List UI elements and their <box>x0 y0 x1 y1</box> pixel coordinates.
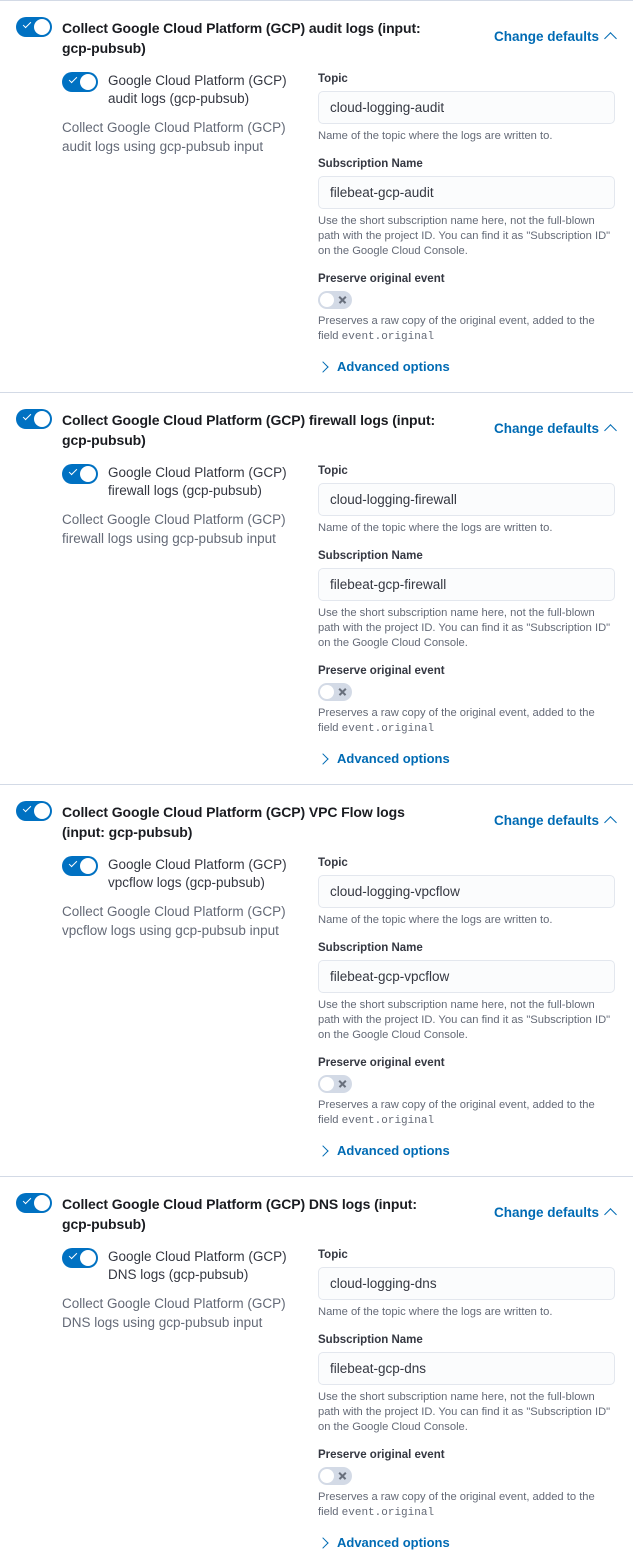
advanced-options-label: Advanced options <box>337 1535 450 1550</box>
advanced-options-button[interactable] <box>318 1535 615 1550</box>
stream-description: Collect Google Cloud Platform (GCP) firewall logs using gcp-pubsub input <box>62 512 286 546</box>
cross-icon <box>338 295 347 304</box>
subscription-name-label: Subscription Name <box>318 1334 423 1346</box>
stream-header <box>62 1248 300 1284</box>
preserve-original-event-label: Preserve original event <box>318 1449 445 1461</box>
topic-label: Topic <box>318 73 348 85</box>
preserve-original-event-label: Preserve original event <box>318 665 445 677</box>
stream-description: Collect Google Cloud Platform (GCP) vpcflow logs using gcp-pubsub input <box>62 904 286 938</box>
stream-enable-toggle[interactable] <box>62 72 98 92</box>
topic-input[interactable]: cloud-logging-dns <box>318 1267 615 1300</box>
preserve-help-field: event.original <box>341 331 435 343</box>
check-icon <box>23 20 31 28</box>
subscription-name-input[interactable]: filebeat-gcp-vpcflow <box>318 960 615 993</box>
preserve-original-event-row <box>318 1075 615 1093</box>
preserve-help-prefix: Preserves a raw copy of the original event, added to the field <box>318 1491 595 1518</box>
preserve-original-event-help-text <box>318 706 615 737</box>
integration-section-gcp-firewall <box>0 393 633 785</box>
cross-icon <box>338 1079 347 1088</box>
change-defaults-label: Change defaults <box>493 421 599 436</box>
toggle-knob <box>320 1469 334 1483</box>
chevron-right-icon <box>318 1145 328 1156</box>
stream-info-column <box>62 72 300 374</box>
preserve-original-event-row <box>318 683 615 701</box>
chevron-right-icon <box>318 1537 328 1548</box>
cross-icon <box>338 687 347 696</box>
change-defaults-label: Change defaults <box>493 813 599 828</box>
preserve-original-event-label: Preserve original event <box>318 273 445 285</box>
section-body <box>16 464 617 766</box>
advanced-options-label: Advanced options <box>337 1143 450 1158</box>
preserve-help-prefix: Preserves a raw copy of the original event, added to the field <box>318 707 595 734</box>
stream-header <box>62 72 300 108</box>
stream-title: Google Cloud Platform (GCP) DNS logs (gcp-pubsub) <box>108 1249 287 1282</box>
toggle-knob <box>34 803 50 819</box>
topic-help-text: Name of the topic where the logs are written to. <box>318 914 553 926</box>
topic-input[interactable]: cloud-logging-audit <box>318 91 615 124</box>
check-icon <box>23 412 31 420</box>
subscription-name-help-text: Use the short subscription name here, not the full-blown path with the project ID. You can find it as "Subscription ID" on the Google Cloud Console. <box>318 215 611 257</box>
subscription-name-input[interactable]: filebeat-gcp-dns <box>318 1352 615 1385</box>
topic-input[interactable]: cloud-logging-vpcflow <box>318 875 615 908</box>
preserve-help-prefix: Preserves a raw copy of the original event, added to the field <box>318 315 595 342</box>
section-title-wrap <box>16 1193 446 1234</box>
subscription-name-label: Subscription Name <box>318 942 423 954</box>
integration-section-gcp-audit <box>0 1 633 393</box>
section-header <box>16 1193 617 1234</box>
advanced-options-label: Advanced options <box>337 359 450 374</box>
preserve-original-event-toggle[interactable] <box>318 1467 352 1485</box>
toggle-knob <box>34 411 50 427</box>
toggle-knob <box>80 858 96 874</box>
check-icon <box>23 1196 31 1204</box>
subscription-name-help-text: Use the short subscription name here, not the full-blown path with the project ID. You can find it as "Subscription ID" on the Google Cloud Console. <box>318 999 611 1041</box>
topic-label: Topic <box>318 1249 348 1261</box>
section-enable-toggle[interactable] <box>16 1193 52 1213</box>
section-title-wrap <box>16 409 446 450</box>
toggle-knob <box>320 293 334 307</box>
preserve-original-event-row <box>318 291 615 309</box>
stream-header <box>62 464 300 500</box>
change-defaults-button[interactable] <box>494 1193 617 1220</box>
check-icon <box>69 467 77 475</box>
stream-title: Google Cloud Platform (GCP) firewall logs (gcp-pubsub) <box>108 465 287 498</box>
toggle-knob <box>320 685 334 699</box>
chevron-up-icon <box>606 815 617 826</box>
section-title-wrap <box>16 801 446 842</box>
stream-title: Google Cloud Platform (GCP) audit logs (gcp-pubsub) <box>108 73 287 106</box>
stream-fields-column <box>318 464 617 766</box>
stream-description: Collect Google Cloud Platform (GCP) audit logs using gcp-pubsub input <box>62 120 286 154</box>
topic-input[interactable]: cloud-logging-firewall <box>318 483 615 516</box>
advanced-options-button[interactable] <box>318 1143 615 1158</box>
preserve-original-event-help-text <box>318 314 615 345</box>
preserve-help-prefix: Preserves a raw copy of the original event, added to the field <box>318 1099 595 1126</box>
stream-info-column <box>62 1248 300 1550</box>
change-defaults-button[interactable] <box>494 17 617 44</box>
advanced-options-button[interactable] <box>318 751 615 766</box>
subscription-name-label: Subscription Name <box>318 158 423 170</box>
stream-description: Collect Google Cloud Platform (GCP) DNS logs using gcp-pubsub input <box>62 1296 286 1330</box>
preserve-original-event-toggle[interactable] <box>318 291 352 309</box>
subscription-name-help-text: Use the short subscription name here, not the full-blown path with the project ID. You can find it as "Subscription ID" on the Google Cloud Console. <box>318 607 611 649</box>
preserve-original-event-label: Preserve original event <box>318 1057 445 1069</box>
chevron-up-icon <box>606 31 617 42</box>
preserve-original-event-toggle[interactable] <box>318 683 352 701</box>
stream-enable-toggle[interactable] <box>62 1248 98 1268</box>
toggle-knob <box>34 1195 50 1211</box>
section-title: Collect Google Cloud Platform (GCP) audit logs (input: gcp-pubsub) <box>62 20 421 56</box>
stream-fields-column <box>318 1248 617 1550</box>
check-icon <box>23 804 31 812</box>
toggle-knob <box>80 74 96 90</box>
stream-enable-toggle[interactable] <box>62 464 98 484</box>
change-defaults-button[interactable] <box>494 801 617 828</box>
integration-section-gcp-vpcflow <box>0 785 633 1177</box>
stream-title: Google Cloud Platform (GCP) vpcflow logs (gcp-pubsub) <box>108 857 287 890</box>
toggle-knob <box>320 1077 334 1091</box>
chevron-right-icon <box>318 361 328 372</box>
topic-help-text: Name of the topic where the logs are written to. <box>318 522 553 534</box>
check-icon <box>69 75 77 83</box>
chevron-right-icon <box>318 753 328 764</box>
change-defaults-label: Change defaults <box>493 1205 599 1220</box>
cross-icon <box>338 1471 347 1480</box>
toggle-knob <box>34 19 50 35</box>
section-header <box>16 801 617 842</box>
topic-help-text: Name of the topic where the logs are written to. <box>318 1306 553 1318</box>
section-body <box>16 72 617 374</box>
subscription-name-input[interactable]: filebeat-gcp-firewall <box>318 568 615 601</box>
stream-info-column <box>62 464 300 766</box>
preserve-original-event-help-text <box>318 1490 615 1521</box>
section-title-wrap <box>16 17 446 58</box>
topic-label: Topic <box>318 465 348 477</box>
change-defaults-button[interactable] <box>494 409 617 436</box>
section-title: Collect Google Cloud Platform (GCP) VPC Flow logs (input: gcp-pubsub) <box>62 804 405 840</box>
subscription-name-label: Subscription Name <box>318 550 423 562</box>
chevron-up-icon <box>606 1207 617 1218</box>
subscription-name-input[interactable]: filebeat-gcp-audit <box>318 176 615 209</box>
section-enable-toggle[interactable] <box>16 17 52 37</box>
section-title: Collect Google Cloud Platform (GCP) firewall logs (input: gcp-pubsub) <box>62 412 436 448</box>
section-body <box>16 1248 617 1550</box>
section-enable-toggle[interactable] <box>16 801 52 821</box>
section-title: Collect Google Cloud Platform (GCP) DNS logs (input: gcp-pubsub) <box>62 1196 417 1232</box>
stream-info-column <box>62 856 300 1158</box>
toggle-knob <box>80 466 96 482</box>
topic-help-text: Name of the topic where the logs are written to. <box>318 130 553 142</box>
advanced-options-button[interactable] <box>318 359 615 374</box>
stream-fields-column <box>318 856 617 1158</box>
advanced-options-label: Advanced options <box>337 751 450 766</box>
preserve-help-field: event.original <box>341 1115 435 1127</box>
section-header <box>16 409 617 450</box>
section-enable-toggle[interactable] <box>16 409 52 429</box>
stream-header <box>62 856 300 892</box>
subscription-name-help-text: Use the short subscription name here, not the full-blown path with the project ID. You can find it as "Subscription ID" on the Google Cloud Console. <box>318 1391 611 1433</box>
change-defaults-label: Change defaults <box>493 29 599 44</box>
section-body <box>16 856 617 1158</box>
preserve-original-event-row <box>318 1467 615 1485</box>
check-icon <box>69 859 77 867</box>
stream-fields-column <box>318 72 617 374</box>
preserve-original-event-toggle[interactable] <box>318 1075 352 1093</box>
integration-section-gcp-dns <box>0 1177 633 1568</box>
check-icon <box>69 1251 77 1259</box>
preserve-help-field: event.original <box>341 1507 435 1519</box>
topic-label: Topic <box>318 857 348 869</box>
section-header <box>16 17 617 58</box>
chevron-up-icon <box>606 423 617 434</box>
preserve-original-event-help-text <box>318 1098 615 1129</box>
toggle-knob <box>80 1250 96 1266</box>
preserve-help-field: event.original <box>341 723 435 735</box>
stream-enable-toggle[interactable] <box>62 856 98 876</box>
